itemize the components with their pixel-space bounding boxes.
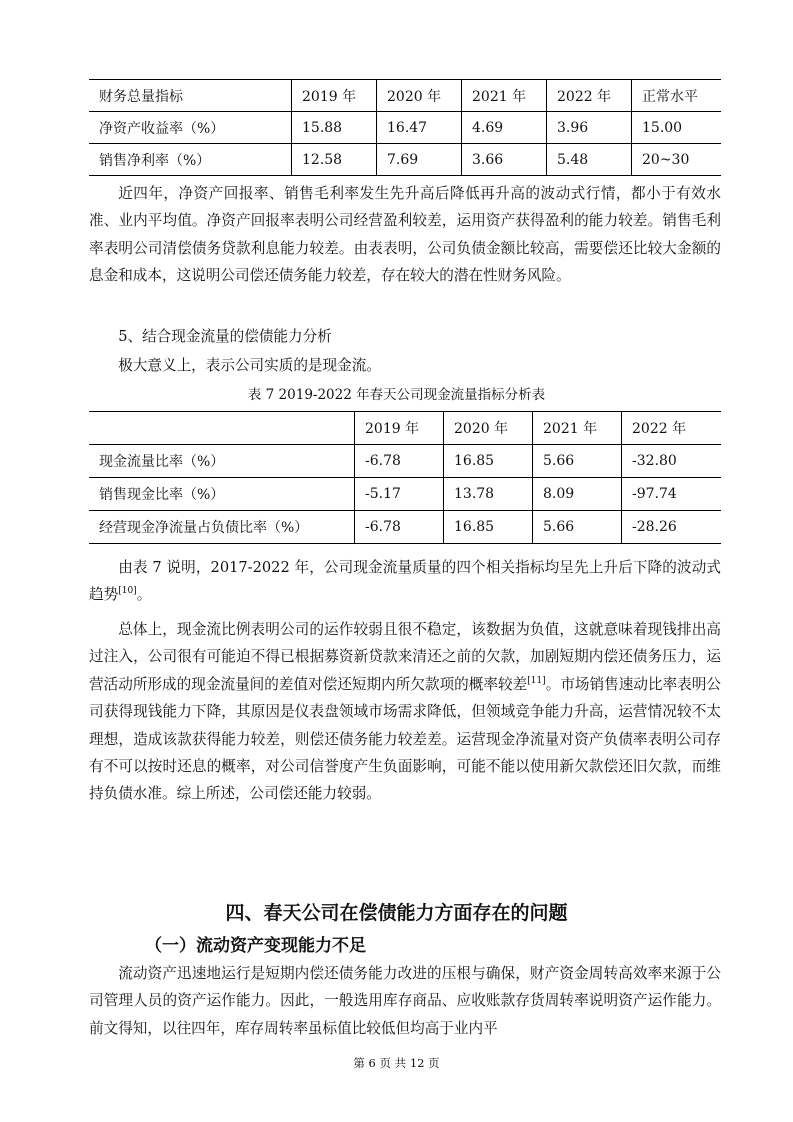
- table-caption: 表 7 2019-2022 年春天公司现金流量指标分析表: [247, 387, 546, 403]
- table-cell: 2020 年: [444, 412, 533, 445]
- table-cell: 5.66: [533, 511, 622, 544]
- table-cell: 现金流量比率（%）: [89, 445, 355, 478]
- citation-ref: [10]: [118, 586, 137, 597]
- table-cell: 7.69: [377, 144, 462, 176]
- paragraph: 流动资产迅速地运行是短期内偿还债务能力改进的压根与确保，财产资金周转高效率来源于公司管理人员的资产运作能力。因此，一般选用库存商品、应收账款存货周转率说明资产运作能力。前文得知，以往四年，库存周转率虽标值比较低但均高于业内平: [89, 965, 721, 1037]
- table-cell: 2021 年: [533, 412, 622, 445]
- table-cell: 16.85: [444, 445, 533, 478]
- table-cell: -6.78: [355, 445, 444, 478]
- table-cell: 2022 年: [547, 80, 632, 112]
- table-cell: [89, 412, 355, 445]
- paragraph-text: 总体上，现金流比例表明公司的运作较弱且很不稳定，该数据为负值，这就意味着现钱排出高过注入，公司很有可能迫不得已根据募资新贷款来清还之前的欠款，加剧短期内偿还债务压力，运营活动所形成的现金流量间的差值对偿还短期内所欠款项的概率较差: [89, 621, 721, 693]
- table-header-row: [89, 412, 721, 445]
- table-cell: 财务总量指标: [89, 80, 292, 112]
- table-cell: 5.48: [547, 144, 632, 176]
- table-header-row: [89, 80, 721, 112]
- table-row: [89, 478, 721, 511]
- financial-indicators-table: [89, 79, 721, 176]
- table-cell: 5.66: [533, 445, 622, 478]
- table-cell: 15.00: [632, 112, 722, 144]
- table-cell: 2022 年: [622, 412, 722, 445]
- table-cell: 4.69: [462, 112, 547, 144]
- table-cell: -32.80: [622, 445, 722, 478]
- chapter-heading: 四、春天公司在偿债能力方面存在的问题: [225, 902, 568, 924]
- table-cell: 3.66: [462, 144, 547, 176]
- table-cell: 正常水平: [632, 80, 722, 112]
- paragraph: [89, 554, 721, 609]
- table-cell: 经营现金净流量占负债比率（%）: [89, 511, 355, 544]
- table-cell: 15.88: [292, 112, 377, 144]
- table-cell: 2020 年: [377, 80, 462, 112]
- table-cell: 12.58: [292, 144, 377, 176]
- paragraph: [89, 616, 721, 808]
- section-heading: 5、结合现金流量的偿债能力分析: [118, 328, 332, 345]
- table-row: [89, 112, 721, 144]
- table-cell: -28.26: [622, 511, 722, 544]
- table-cell: 16.85: [444, 511, 533, 544]
- table-cell: 销售净利率（%）: [89, 144, 292, 176]
- table-cell: 销售现金比率（%）: [89, 478, 355, 511]
- table-cell: 2019 年: [292, 80, 377, 112]
- paragraph-text: 。市场销售速动比率表明公司获得现钱能力下降，其原因是仪表盘领域市场需求降低，但领域竞争能力升高，运营情况较不太理想，造成该款获得能力较差，则偿还债务能力较差差。运营现金净流量对资产负债率表明公司存有不可以按时还息的概率，对公司信誉度产生负面影响，可能不能以使用新欠款偿还旧欠款，而维持负债水准。综上所述，公司偿还能力较弱。: [89, 675, 721, 803]
- table-cell: 8.09: [533, 478, 622, 511]
- table-cell: 3.96: [547, 112, 632, 144]
- table-cell: 20~30: [632, 144, 722, 176]
- table-cell: -5.17: [355, 478, 444, 511]
- table-cell: -97.74: [622, 478, 722, 511]
- paragraph-text: 。: [136, 586, 152, 604]
- paragraph: 近四年，净资产回报率、销售毛利率发生先升高后降低再升高的波动式行情，都小于有效水准、业内平均值。净资产回报率表明公司经营盈利较差，运用资产获得盈利的能力较差。销售毛利率表明公司清偿债务贷款利息能力较差。由表表明，公司负债金额比较高，需要偿还比较大金额的息金和成本，这说明公司偿还债务能力较差，存在较大的潜在性财务风险。: [89, 185, 721, 285]
- cash-flow-indicators-table: [89, 411, 721, 544]
- table-cell: 净资产收益率（%）: [89, 112, 292, 144]
- table-cell: 16.47: [377, 112, 462, 144]
- paragraph-text: 由表 7 说明，2017-2022 年，公司现金流量质量的四个相关指标均呈先上升后下降的波动式趋势: [89, 559, 721, 604]
- page-footer: 第 6 页 共 12 页: [353, 1056, 440, 1070]
- table-cell: -6.78: [355, 511, 444, 544]
- table-row: [89, 511, 721, 544]
- table-cell: 13.78: [444, 478, 533, 511]
- section-heading: （一）流动资产变现能力不足: [145, 936, 366, 956]
- paragraph: 极大意义上，表示公司实质的是现金流。: [118, 357, 381, 374]
- table-row: [89, 445, 721, 478]
- citation-ref: [11]: [527, 675, 546, 686]
- table-cell: 2021 年: [462, 80, 547, 112]
- table-row: [89, 144, 721, 176]
- table-cell: 2019 年: [355, 412, 444, 445]
